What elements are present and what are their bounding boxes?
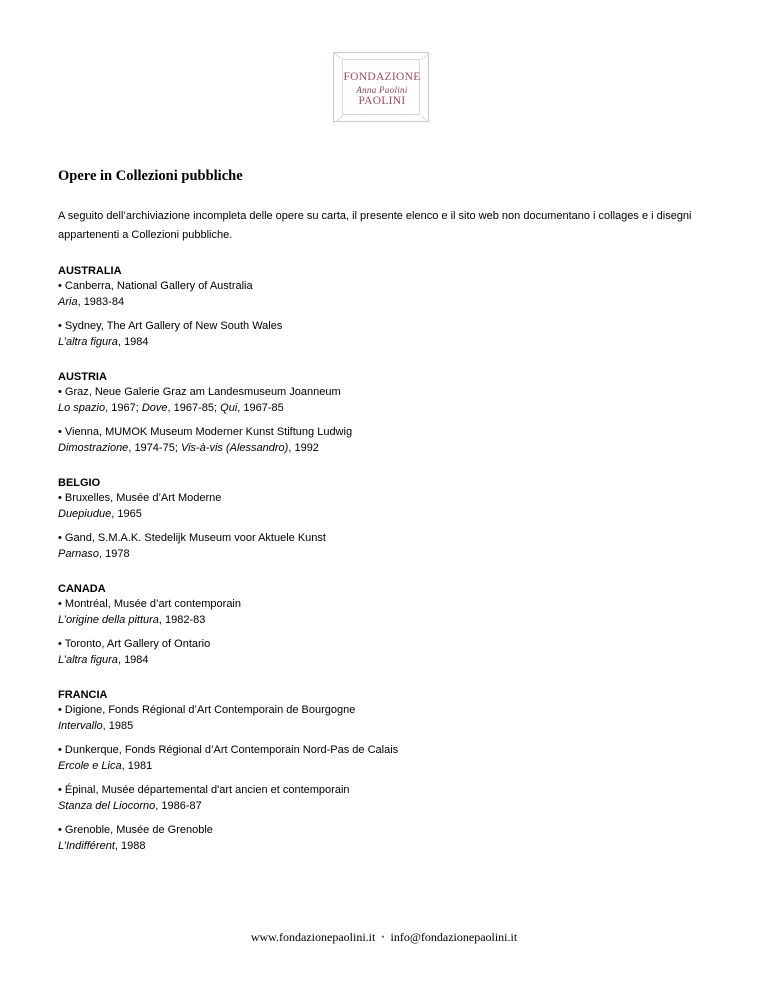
work-date: 1984 bbox=[124, 335, 149, 348]
work-date: 1982-83 bbox=[165, 613, 206, 626]
country-heading: AUSTRALIA bbox=[58, 265, 122, 277]
country-section bbox=[58, 264, 718, 350]
work-title: Parnaso bbox=[58, 547, 99, 560]
collection-name: • Sydney, The Art Gallery of New South Wales bbox=[58, 320, 283, 332]
country-section bbox=[58, 688, 718, 854]
collection-name: • Gand, S.M.A.K. Stedelijk Museum voor Aktuele Kunst bbox=[58, 532, 326, 544]
collections-list bbox=[58, 264, 718, 874]
logo-line-fondazione: FONDAZIONE bbox=[343, 71, 421, 83]
works-line: Lo spazio, 1967; Dove, 1967-85; Qui, 1967-85 bbox=[58, 401, 284, 414]
country-heading: BELGIO bbox=[58, 477, 101, 489]
work-title: Lo spazio bbox=[58, 401, 106, 414]
work-title: Vis-à-vis (Alessandro) bbox=[180, 441, 289, 454]
country-section bbox=[58, 582, 718, 668]
works-line: L’altra figura, 1984 bbox=[58, 335, 149, 348]
collection-entry bbox=[58, 531, 718, 562]
collection-name: • Dunkerque, Fonds Régional d’Art Contemporain Nord-Pas de Calais bbox=[58, 744, 399, 756]
work-title: Qui bbox=[220, 401, 238, 414]
collection-name: • Graz, Neue Galerie Graz am Landesmuseum Joanneum bbox=[58, 386, 341, 398]
work-date: 1978 bbox=[105, 547, 130, 560]
work-date: 1992 bbox=[294, 441, 319, 454]
intro-paragraph: A seguito dell’archiviazione incompleta delle opere su carta, il presente elenco e il sito web non documentano i collages e i disegni appartenenti a Collezioni pubbliche. bbox=[58, 210, 692, 241]
country-section bbox=[58, 476, 718, 562]
footer-website-link[interactable]: www.fondazionepaolini.it bbox=[250, 930, 376, 944]
work-title: Dove bbox=[141, 401, 168, 414]
works-line: Dimostrazione, 1974-75; Vis-à-vis (Alessandro), 1992 bbox=[58, 441, 319, 454]
collection-name: • Canberra, National Gallery of Australia bbox=[58, 280, 253, 292]
collection-name: • Digione, Fonds Régional d’Art Contemporain de Bourgogne bbox=[58, 704, 356, 716]
work-title: Stanza del Liocorno bbox=[58, 799, 156, 812]
work-title: Dimostrazione bbox=[58, 441, 129, 454]
work-title: Intervallo bbox=[58, 719, 103, 732]
work-date: 1967-85 bbox=[243, 401, 284, 414]
work-title: Aria bbox=[58, 295, 78, 308]
work-title: L’altra figura bbox=[58, 335, 118, 348]
footer bbox=[0, 930, 768, 945]
collection-entry bbox=[58, 703, 718, 734]
work-title: L’origine della pittura bbox=[58, 613, 159, 626]
country-heading: AUSTRIA bbox=[58, 371, 107, 383]
collection-entry bbox=[58, 491, 718, 522]
page-title: Opere in Collezioni pubbliche bbox=[58, 168, 243, 184]
collection-name: • Épinal, Musée départemental d'art ancien et contemporain bbox=[58, 784, 350, 796]
works-line: Duepiudue, 1965 bbox=[58, 507, 142, 520]
collection-entry bbox=[58, 385, 718, 416]
country-section bbox=[58, 370, 718, 456]
works-line: Parnaso, 1978 bbox=[58, 547, 130, 560]
work-date: 1983-84 bbox=[83, 295, 125, 308]
collection-name: • Vienna, MUMOK Museum Moderner Kunst Stiftung Ludwig bbox=[58, 426, 353, 438]
work-date: 1984 bbox=[124, 653, 149, 666]
collection-name: • Grenoble, Musée de Grenoble bbox=[58, 824, 213, 836]
works-line: L’origine della pittura, 1982-83 bbox=[58, 613, 206, 626]
country-heading: FRANCIA bbox=[58, 689, 108, 701]
work-date: 1988 bbox=[121, 839, 146, 852]
collection-entry bbox=[58, 783, 718, 814]
collection-entry bbox=[58, 637, 718, 668]
footer-separator: • bbox=[381, 932, 385, 942]
work-date: 1967-85 bbox=[173, 401, 215, 414]
collection-name: • Toronto, Art Gallery of Ontario bbox=[58, 638, 211, 650]
works-line: L’Indifférent, 1988 bbox=[58, 839, 146, 852]
collection-entry bbox=[58, 425, 718, 456]
work-date: 1974-75 bbox=[134, 441, 175, 454]
collection-entry bbox=[58, 319, 718, 350]
work-title: Ercole e Lica bbox=[58, 759, 122, 772]
collection-entry bbox=[58, 823, 718, 854]
works-line: L’altra figura, 1984 bbox=[58, 653, 149, 666]
works-line: Aria, 1983-84 bbox=[58, 295, 125, 308]
work-date: 1985 bbox=[108, 719, 134, 732]
collection-name: • Montréal, Musée d’art contemporain bbox=[58, 598, 241, 610]
work-title: L’Indifférent bbox=[58, 839, 115, 852]
work-date: 1986-87 bbox=[161, 799, 202, 812]
work-title: Duepiudue bbox=[58, 507, 112, 520]
works-line: Intervallo, 1985 bbox=[58, 719, 134, 732]
work-date: 1967 bbox=[111, 401, 136, 414]
works-line: Stanza del Liocorno, 1986-87 bbox=[58, 799, 202, 812]
work-title: L’altra figura bbox=[58, 653, 118, 666]
logo-signature: Anna Paolini bbox=[356, 85, 408, 95]
collection-entry bbox=[58, 279, 718, 310]
work-date: 1981 bbox=[127, 759, 153, 772]
footer-email-link[interactable]: info@fondazionepaolini.it bbox=[390, 930, 518, 944]
collection-entry bbox=[58, 743, 718, 774]
country-heading: CANADA bbox=[58, 583, 106, 595]
works-line: Ercole e Lica, 1981 bbox=[58, 759, 153, 772]
collection-entry bbox=[58, 597, 718, 628]
foundation-logo bbox=[333, 52, 429, 122]
collection-name: • Bruxelles, Musée d’Art Moderne bbox=[58, 492, 222, 504]
work-date: 1965 bbox=[117, 507, 142, 520]
logo-line-paolini: PAOLINI bbox=[358, 95, 406, 107]
